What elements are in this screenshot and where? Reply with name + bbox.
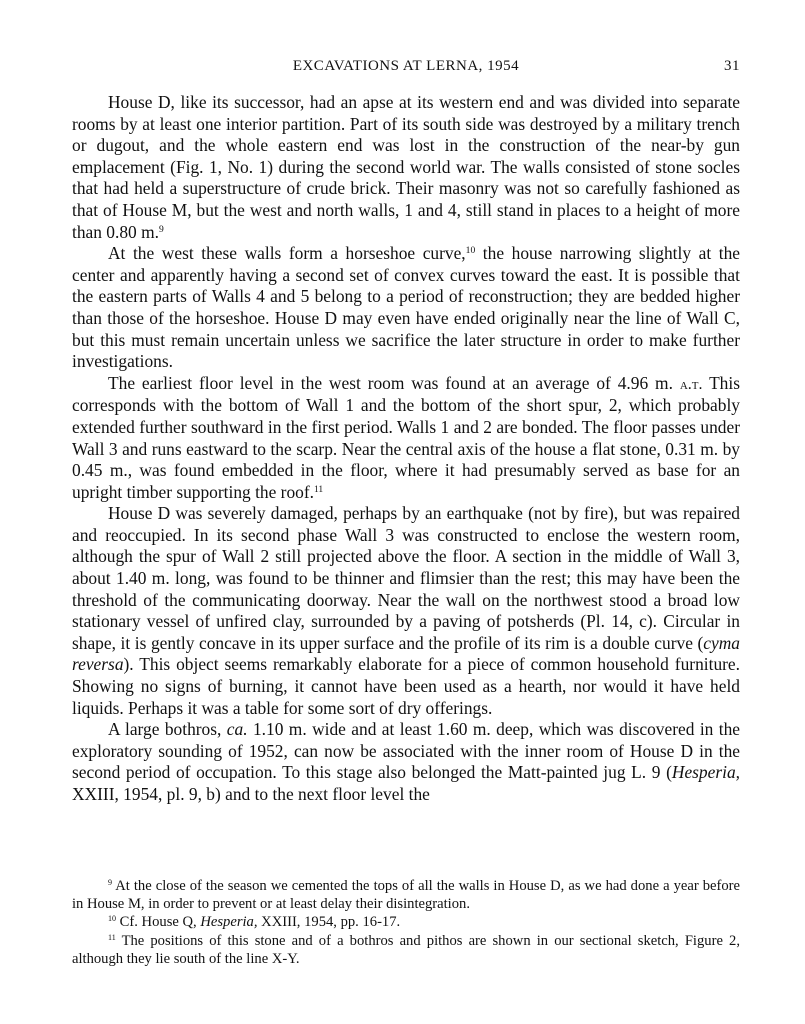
paragraph-5-text-b: 1.10 m. wide and at least 1.60 m. deep, which was discovered in the exploratory sounding of 1952, can now be associated with the inner room of House D in the second period of occupation. To this stage also belonged the Matt-painted jug L. 9 ( xyxy=(72,719,740,783)
paragraph-1-text: House D, like its successor, had an apse at its western end and was divided into separate rooms by at least one interior partition. Part of its south side was destroyed by a military trench or dugout, and the whole eastern end was lost in the construction of the near-by gun emplacement (Fig. 1, No. 1) during the second world war. The walls consisted of stone socles that had held a superstructure of crude brick. Their masonry was not so carefully fashioned as that of House M, but the west and north walls, 1 and 4, still stand in places to a height of more than 0.80 m. xyxy=(72,92,740,242)
paragraph-4-text-a: House D was severely damaged, perhaps by an earthquake (not by fire), but was repaired and reoccupied. In its second phase Wall 3 was constructed to enclose the western room, although the spur of Wall 2 still projected above the floor. A section in the middle of Wall 3, about 1.40 m. long, was found to be thinner and flimsier than the rest; this may have been the threshold of the communicating doorway. Near the wall on the northwest stood a broad low stationary vessel of unfired clay, surrounded by a paving of potsherds (Pl. 14, c). Circular in shape, it is gently concave in its upper surface and the profile of its rim is a double curve ( xyxy=(72,503,740,653)
italic-ca: ca. xyxy=(226,719,248,740)
paragraph-5-text-a: A large bothros, xyxy=(108,719,227,740)
footnote-10 xyxy=(72,913,740,931)
footnote-10-text-a: Cf. House Q, xyxy=(116,914,201,931)
footnote-10-italic: Hesperia, xyxy=(200,914,258,931)
footnote-11 xyxy=(72,932,740,968)
footnote-11-number: 11 xyxy=(108,932,116,942)
running-head xyxy=(72,58,740,82)
paragraph-5 xyxy=(72,719,740,805)
footnote-ref-9: 9 xyxy=(158,223,164,235)
footnote-11-text: The positions of this stone and of a bothros and pithos are shown in our sectional sketch, Figure 2, although they lie south of the line X-Y. xyxy=(72,932,740,967)
footnote-9-text: At the close of the season we cemented the tops of all the walls in House D, as we had done a year before in House M, in order to prevent or at least delay their disintegration. xyxy=(72,878,740,913)
footnote-10-number: 10 xyxy=(108,914,117,924)
paragraph-4 xyxy=(72,503,740,719)
abbreviation-at: a.t. xyxy=(679,375,703,393)
footnote-9-number: 9 xyxy=(108,877,113,887)
paragraph-3 xyxy=(72,373,740,504)
running-title: EXCAVATIONS AT LERNA, 1954 xyxy=(292,58,520,74)
footnote-10-text-b: XXIII, 1954, pp. 16-17. xyxy=(257,914,401,931)
footnotes xyxy=(72,877,740,968)
paragraph-2-text-b: the house narrowing slightly at the center and apparently having a second set of convex curves toward the east. It is possible that the eastern parts of Walls 4 and 5 belong to a period of reconstruction; they are bedded higher than those of the horseshoe. House D may even have ended originally near the line of Wall C, but this must remain uncertain unless we sacrifice the later structure in order to make further investigations. xyxy=(72,243,740,372)
paragraph-5-text-c: XXIII, 1954, pl. 9, b) and to the next floor level the xyxy=(72,784,430,804)
paragraph-1 xyxy=(72,92,740,243)
italic-cyma-reversa: cyma reversa xyxy=(72,632,740,675)
paragraph-2 xyxy=(72,243,740,373)
paragraph-3-text-b: This corresponds with the bottom of Wall 1 and the bottom of the short spur, 2, which probably extended further southward in the first period. Walls 1 and 2 are bonded. The floor passes under Wall 3 and runs eastward to the scarp. Near the central axis of the house a flat stone, 0.31 m. by 0.45 m., was found embedded in the floor, where it had presumably served as base for an upright timber supporting the roof. xyxy=(72,372,740,502)
footnote-ref-11: 11 xyxy=(313,483,324,495)
body-text xyxy=(72,92,740,806)
paragraph-3-text-a: The earliest floor level in the west room was found at an average of 4.96 m. xyxy=(108,372,673,393)
paragraph-4-text-b: ). This object seems remarkably elaborate for a piece of common household furniture. Showing no signs of burning, it cannot have been used as a hearth, nor would it have held liquids. Perhaps it was a table for some sort of dry offerings. xyxy=(72,654,740,718)
page-number: 31 xyxy=(724,58,740,74)
paragraph-2-text-a: At the west these walls form a horseshoe curve, xyxy=(108,243,466,264)
footnote-ref-10: 10 xyxy=(465,244,476,256)
italic-hesperia: Hesperia, xyxy=(671,762,740,783)
footnote-9 xyxy=(72,877,740,913)
